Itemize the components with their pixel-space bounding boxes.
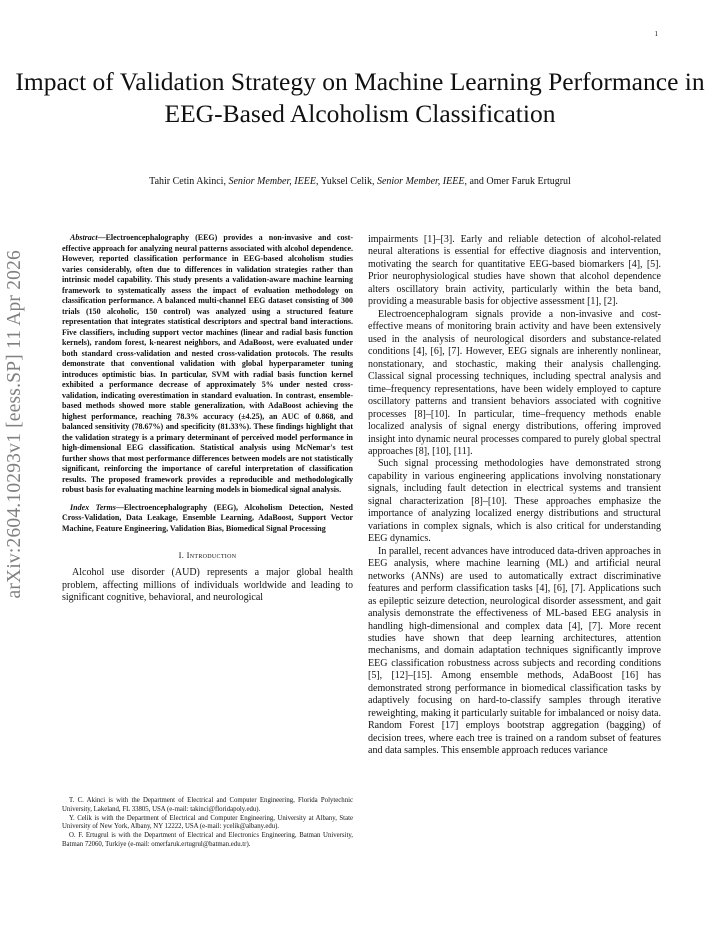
body-paragraph: Electroencephalogram signals provide a non-invasive and cost-effective means of monitoring brain activity and have been extensively used in the analysis of neurological disorders and substance-related conditions [4], [6], [7]. However, EEG signals are inherently nonlinear, nonstationary, and stochastic, making their analysis challenging. Classical signal processing techniques, including spectral analysis and time–frequency representations, have been widely employed to capture oscillatory patterns and transient behaviors associated with cognitive processes [8]–[10]. In particular, time–frequency methods enable localized analysis of signal energy distributions, offering improved insight into dynamic neural processes compared to purely global spectral approaches [8], [10], [11]. (368, 308, 661, 457)
index-terms-text: —Electroencephalography (EEG), Alcoholism Detection, Nested Cross-Validation, Data Leakage, Ensemble Learning, AdaBoost, Support Vector Machine, Feature Engineering, Validation Bias, Biomedical Signal Processing (62, 502, 353, 533)
author-role: Senior Member, IEEE (228, 176, 316, 187)
footnote: T. C. Akinci is with the Department of Electrical and Computer Engineering, Florida Polytechnic University, Lakeland, FL 33805, USA (e-mail: takinci@floridapoly.edu). (62, 797, 353, 813)
author-name: Tahir Cetin Akinci (149, 176, 224, 187)
body-paragraph: impairments [1]–[3]. Early and reliable detection of alcohol-related neural alterations is essential for effective diagnosis and intervention, motivating the search for quantitative EEG-based biomarkers [4], [5]. Prior neurophysiological studies have shown that alcohol dependence alters oscillatory brain activity, particularly within the beta band, providing a measurable basis for objective assessment [1], [2]. (368, 234, 661, 308)
left-column (62, 233, 353, 605)
author-name: Yuksel Celik (320, 176, 372, 187)
abstract (62, 233, 353, 496)
index-terms (62, 503, 353, 535)
author-name: Omer Faruk Ertugrul (486, 176, 571, 187)
introduction-paragraph: Alcohol use disorder (AUD) represents a major global health problem, affecting millions of individuals worldwide and leading to significant cognitive, behavioral, and neurological (62, 567, 353, 604)
right-column (368, 234, 661, 758)
body-paragraph: Such signal processing methodologies have demonstrated strong capability in various engineering applications involving nonstationary signals, including fault detection in electrical systems and transient signal characterization [8]–[10]. These approaches emphasize the importance of analyzing localized energy distributions and structural variations in complex signals, which is also critical for understanding EEG dynamics. (368, 458, 661, 545)
body-paragraph: In parallel, recent advances have introduced data-driven approaches in EEG analysis, where machine learning (ML) and artificial neural networks (ANNs) are used to automatically extract discriminative features and perform classification tasks [4], [6], [7]. Applications such as epileptic seizure detection, neurological disorder assessment, and gait analysis demonstrate the effectiveness of ML-based EEG analysis in handling high-dimensional and complex data [4], [7]. More recent studies have shown that deep learning architectures, attention mechanisms, and domain adaptation techniques significantly improve EEG classification robustness across subjects and recording conditions [5], [12]–[15]. Among ensemble methods, AdaBoost [16] has demonstrated strong performance in biomedical classification tasks by adaptively focusing on hard-to-classify samples through iterative reweighting, making it particularly suitable for imbalanced or noisy data. Random Forest [17] employs bootstrap aggregation (bagging) of decision trees, where each tree is trained on a random subset of features and data samples. This ensemble approach reduces variance (368, 545, 661, 757)
index-terms-label: Index Terms (70, 502, 116, 512)
author-role: Senior Member, IEEE (376, 176, 465, 187)
author-line: Tahir Cetin Akinci, Senior Member, IEEE, Yuksel Celik, Senior Member, IEEE, and Omer Faruk Ertugrul (149, 176, 571, 187)
footnote: Y. Celik is with the Department of Electrical and Computer Engineering, University at Albany, State University of New York, Albany, NY 12222, USA (e-mail: ycelik@albany.edu). (62, 814, 353, 831)
paper-title: Impact of Validation Strategy on Machine Learning Performance in EEG-Based Alcoholism Classification (15, 67, 705, 128)
page-number: 1 (654, 30, 658, 38)
section-heading-introduction: I. Introduction (178, 550, 237, 561)
abstract-label: Abstract (70, 233, 98, 242)
arxiv-identifier-stamp: arXiv:2604.10293v1 [eess.SP] 11 Apr 2026 (4, 250, 25, 599)
abstract-text: —Electroencephalography (EEG) provides a non-invasive and cost-effective approach for analyzing neural patterns associated with alcohol dependence. However, reported classification performance in EEG-based alcoholism studies varies considerably, often due to differences in validation strategies rather than intrinsic model capability. This study presents a validation-aware machine learning framework to systematically assess the impact of evaluation methodology on classification performance. A balanced multi-channel EEG dataset consisting of 300 trials (150 alcoholic, 150 control) was analyzed using a structured feature representation that integrates statistical descriptors and spectral band interactions. Five classifiers, including support vector machines (linear and radial basis function kernels), random forest, k-nearest neighbors, and AdaBoost, were evaluated under both standard cross-validation and nested cross-validation protocols. The results demonstrate that conventional validation with global hyperparameter tuning introduces optimistic bias. In particular, SVM with radial basis function kernel exhibited a performance decrease of approximately 5% under nested cross-validation, indicating overestimation in standard evaluation. In contrast, ensemble-based methods showed more stable generalization, with AdaBoost achieving the highest performance, reaching 78.3% accuracy (±4.25), an AUC of 0.868, and balanced sensitivity (78.67%) and specificity (81.33%). These findings highlight that the validation strategy is a primary determinant of perceived model performance in high-dimensional EEG classification. Statistical analysis using McNemar's test further shows that most performance differences between models are not statistically significant, reinforcing the importance of careful interpretation of classification results. The proposed framework provides a reproducible and methodologically robust basis for evaluating machine learning models in biomedical signal analysis. (62, 233, 353, 495)
author-footnotes (62, 797, 353, 850)
footnote: O. F. Ertugrul is with the Department of Electrical and Electronics Engineering, Batman University, Batman 72060, Turkiye (e-mail: omerfaruk.ertugrul@batman.edu.tr). (62, 832, 353, 848)
